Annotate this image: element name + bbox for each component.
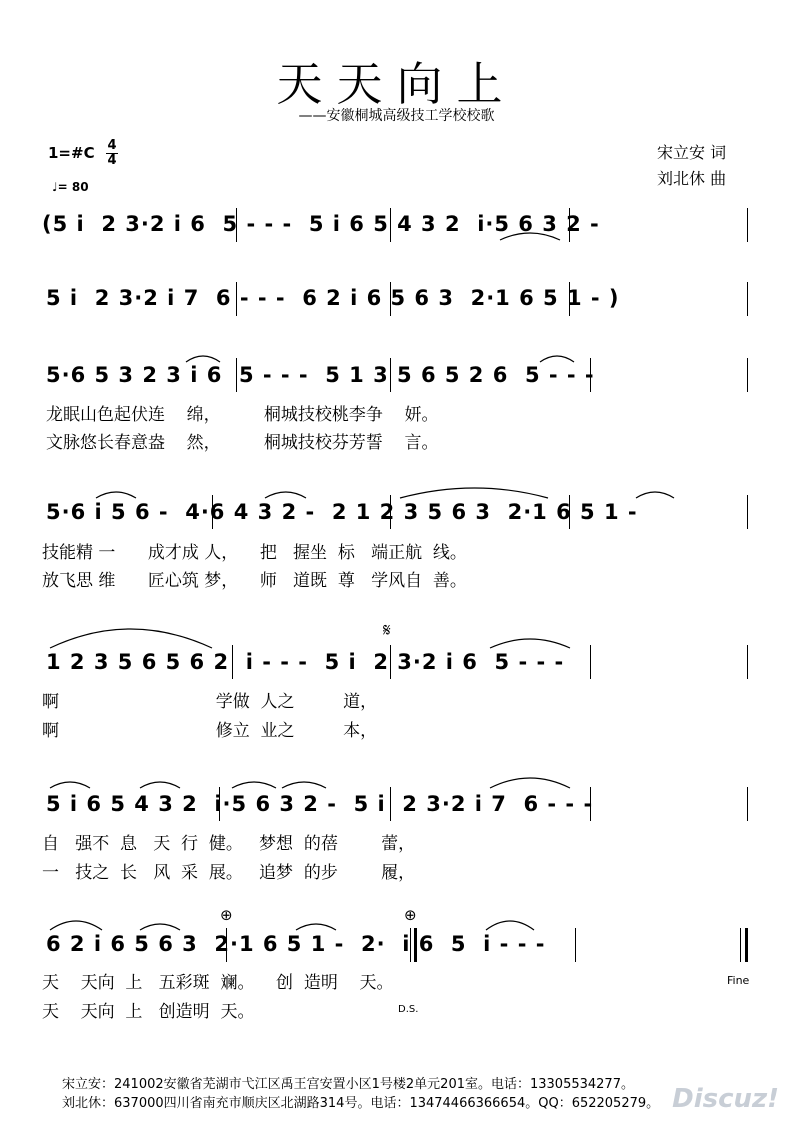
time-bottom: 4	[107, 153, 117, 168]
notation-row-4: 5·6 i 5 6 - 4·6 4 3 2 - 2 1 2 3 5 6 3 2·1 6 5 1 -	[46, 500, 638, 524]
footer-composer-address: 刘北休：637000四川省南充市顺庆区北湖路314号。电话：13474466366654。QQ：652205279。	[62, 1096, 660, 1111]
slur	[500, 233, 560, 240]
lyrics-row-5-verse-2: 啊 修立 业之 本，	[42, 721, 378, 741]
slur	[490, 639, 570, 648]
lyrics-row-6-verse-1: 自 强不 息 天 行 健。 梦想 的蓓 蕾，	[42, 834, 416, 854]
composer-credit: 刘北休 曲	[657, 169, 727, 188]
notation-row-6: 5 i 6 5 4 3 2 i·5 6 3 2 - 5 i 2 3·2 i 7 6 - - -	[46, 792, 594, 816]
song-title: 天天向上	[276, 57, 517, 111]
slur	[140, 782, 180, 788]
notation-row-7: 6 2 i 6 5 6 3 2·1 6 5 1 - 2· i 6 5 i - - -	[46, 932, 546, 956]
lyrics-row-4-verse-1: 技能精 一 成才成 人， 把 握坐 标 端正航 线。	[42, 543, 467, 563]
coda-icon: ⊕	[404, 906, 417, 924]
lyrics-row-7-verse-1: 天 天向 上 五彩斑 斓。 创 造明 天。	[42, 973, 394, 993]
tempo-value: = 80	[57, 180, 89, 194]
lyrics-row-7-verse-2: 天 天向 上 创造明 天。	[42, 1002, 255, 1022]
notation-row-3: 5·6 5 3 2 3 i 6 5 - - - 5 1 3 5 6 5 2 6 5 - - -	[46, 363, 595, 387]
slur	[490, 778, 570, 788]
lyrics-row-6-verse-2: 一 技之 长 风 采 展。 追梦 的步 履，	[42, 863, 416, 883]
slur	[296, 924, 336, 930]
notation-row-1: (5 i 2 3·2 i 6 5 - - - 5 i 6 5 4 3 2 i·5 6 3 2 -	[42, 212, 600, 236]
slur	[50, 782, 90, 788]
slur	[400, 488, 548, 498]
ds-marking: D.S.	[398, 1004, 419, 1015]
slur	[50, 921, 102, 930]
song-subtitle: ——安徽桐城高级技工学校校歌	[298, 108, 495, 124]
watermark-logo: Discuz!	[672, 1084, 779, 1114]
slur	[186, 356, 220, 362]
time-top: 4	[107, 138, 117, 153]
key-signature: 1=#C	[48, 144, 95, 162]
slur	[140, 924, 180, 930]
segno-icon: 𝄋	[383, 620, 391, 641]
lyrics-row-4-verse-2: 放飞思 维 匠心筑 梦， 师 道既 尊 学风自 善。	[42, 571, 467, 591]
notation-row-5: 1 2 3 5 6 5 6 2 i - - - 5 i 2 3·2 i 6 5 - - -	[46, 650, 565, 674]
lyricist-credit: 宋立安 词	[657, 143, 727, 162]
coda-icon: ⊕	[220, 906, 233, 924]
slur	[282, 782, 326, 788]
lyrics-row-5-verse-1: 啊 学做 人之 道，	[42, 692, 378, 712]
lyrics-row-3-verse-2: 文脉悠长春意盎 然， 桐城技校芬芳誓 言。	[46, 433, 439, 453]
lyrics-row-3-verse-1: 龙眠山色起伏连 绵， 桐城技校桃李争 妍。	[46, 405, 439, 425]
footer-lyricist-address: 宋立安：241002安徽省芜湖市弋江区禹王宫安置小区1号楼2单元201室。电话：13305534277。	[62, 1077, 634, 1092]
notation-row-2: 5 i 2 3·2 i 7 6 - - - 6 2 i 6 5 6 3 2·1 6 5 1 - )	[46, 286, 620, 310]
slur	[486, 921, 534, 930]
slur	[232, 782, 276, 788]
quarter-note-icon: ♩	[52, 180, 58, 194]
slur	[265, 492, 306, 498]
slur	[50, 629, 212, 648]
slur	[540, 356, 574, 362]
fine-marking: Fine	[727, 974, 750, 987]
slur	[96, 492, 136, 498]
slur	[636, 492, 674, 498]
